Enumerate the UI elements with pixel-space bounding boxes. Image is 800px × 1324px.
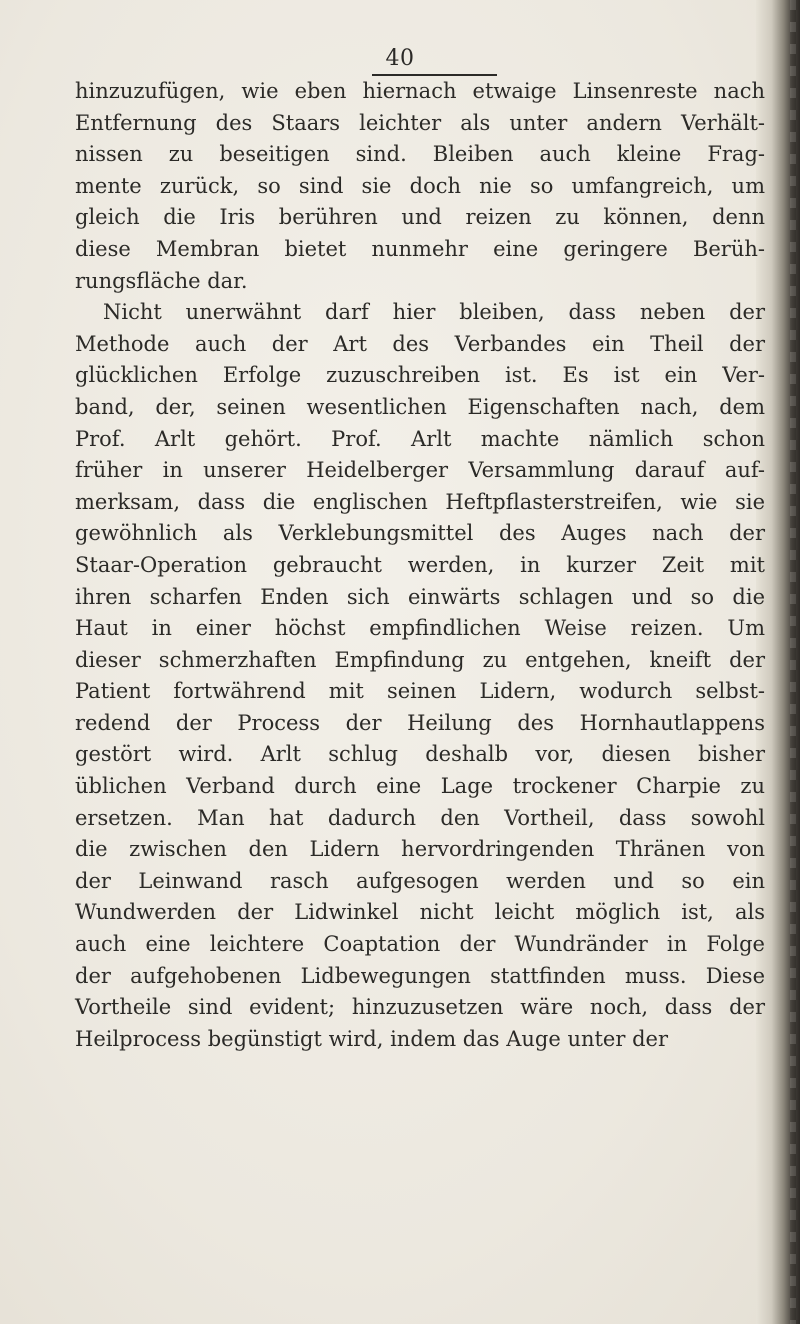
text-line: redend der Process der Heilung des Hornhautlappens — [75, 710, 765, 735]
body-text — [75, 76, 765, 1055]
text-line: auch eine leichtere Coaptation der Wundränder in Folge — [75, 932, 765, 957]
text-line: Haut in einer höchst empfindlichen Weise reizen. Um — [75, 616, 765, 641]
text-line: band, der, seinen wesentlichen Eigenschaften nach, dem — [75, 394, 765, 419]
text-line: Staar-Operation gebraucht werden, in kurzer Zeit mit — [75, 552, 765, 577]
text-line: die zwischen den Lidern hervordringenden Thränen von — [75, 837, 765, 862]
text-line: gestört wird. Arlt schlug deshalb vor, diesen bisher — [75, 742, 765, 767]
text-line: ihren scharfen Enden sich einwärts schlagen und so die — [75, 584, 765, 609]
text-line: merksam, dass die englischen Heftpflasterstreifen, wie sie — [75, 489, 765, 514]
text-line: mente zurück, so sind sie doch nie so umfangreich, um — [75, 173, 765, 198]
text-line: der aufgehobenen Lidbewegungen stattfinden muss. Diese — [75, 963, 765, 988]
text-line: der Leinwand rasch aufgesogen werden und so ein — [75, 868, 765, 893]
text-line: Heilprocess begünstigt wird, indem das Auge unter der — [75, 1026, 668, 1051]
text-line: gleich die Iris berühren und reizen zu können, denn — [75, 205, 765, 230]
text-line: glücklichen Erfolge zuzuschreiben ist. Es ist ein Ver- — [75, 363, 765, 388]
text-line: dieser schmerzhaften Empfindung zu entgehen, kneift der — [75, 647, 765, 672]
text-line: gewöhnlich als Verklebungsmittel des Auges nach der — [75, 521, 765, 546]
text-line: diese Membran bietet nunmehr eine geringere Berüh- — [75, 236, 765, 261]
text-line: Methode auch der Art des Verbandes ein Theil der — [75, 331, 765, 356]
text-line: früher in unserer Heidelberger Versammlung darauf auf- — [75, 458, 765, 483]
text-line: üblichen Verband durch eine Lage trockener Charpie zu — [75, 774, 765, 799]
text-line: Prof. Arlt gehört. Prof. Arlt machte nämlich schon — [75, 426, 765, 451]
text-line: Entfernung des Staars leichter als unter andern Verhält- — [75, 110, 765, 135]
text-line: rungsfläche dar. — [75, 268, 248, 293]
text-line: ersetzen. Man hat dadurch den Vortheil, dass sowohl — [75, 805, 765, 830]
text-line: Wundwerden der Lidwinkel nicht leicht möglich ist, als — [75, 900, 765, 925]
text-line: Vortheile sind evident; hinzuzusetzen wäre noch, dass der — [75, 995, 765, 1020]
text-line: Patient fortwährend mit seinen Lidern, wodurch selbst- — [75, 679, 765, 704]
text-line: hinzuzufügen, wie eben hiernach etwaige Linsenreste nach — [75, 79, 765, 103]
page-number: 40 — [385, 46, 415, 71]
text-line: nissen zu beseitigen sind. Bleiben auch kleine Frag- — [75, 142, 765, 167]
text-line: Nicht unerwähnt darf hier bleiben, dass neben der — [103, 300, 765, 325]
